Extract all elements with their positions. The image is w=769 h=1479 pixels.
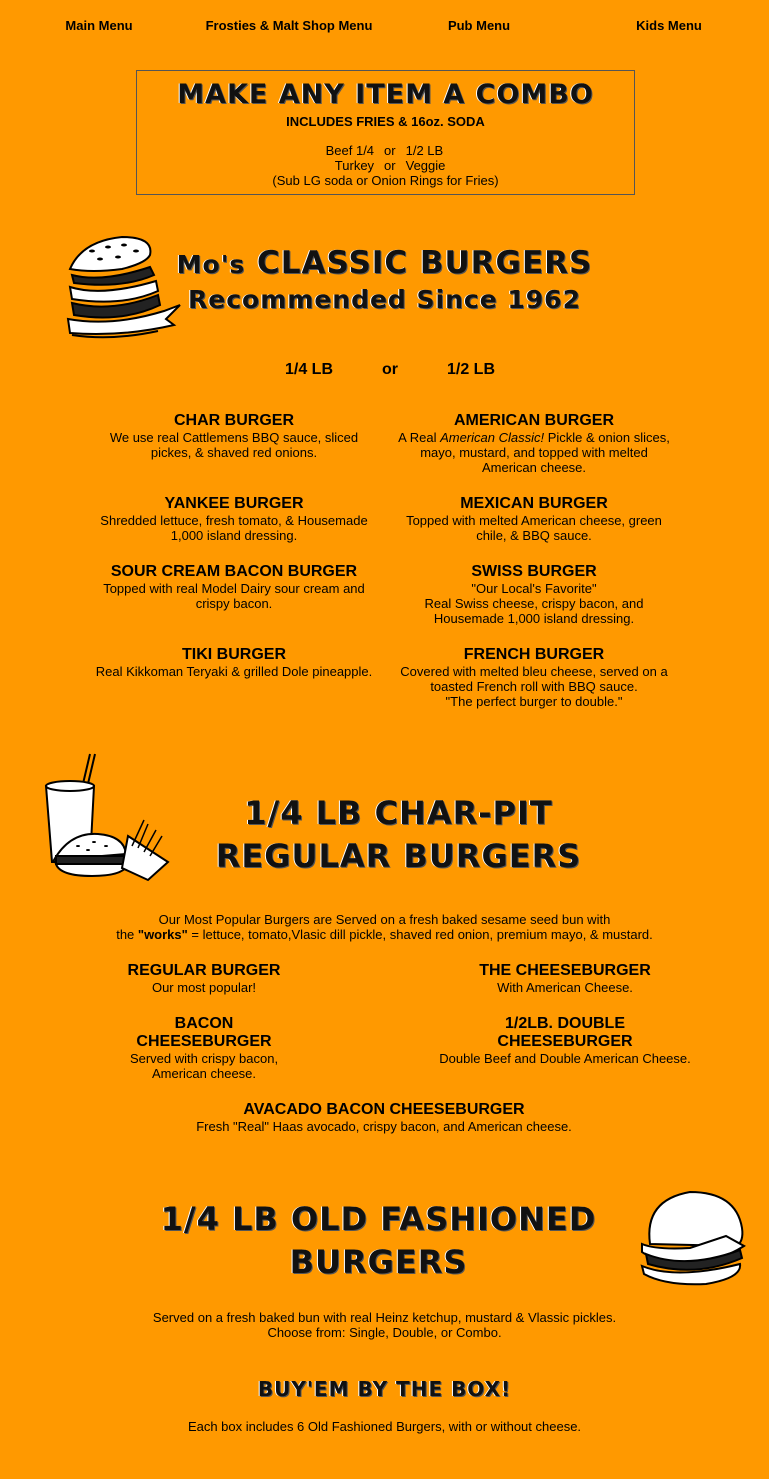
menu-item-bacon-cheeseburger: [124, 1015, 284, 1081]
item-name: MEXICAN BURGER: [460, 495, 608, 512]
combo-or: or: [384, 143, 396, 158]
charpit-title-line2: REGULAR BURGERS: [215, 837, 582, 875]
item-name: SOUR CREAM BACON BURGER: [110, 563, 358, 580]
menu-item-yankee-burger: [94, 495, 374, 543]
item-name: TIKI BURGER: [182, 646, 286, 663]
item-name: AVACADO BACON CHEESEBURGER: [243, 1101, 525, 1118]
menu-item-american-burger: [394, 412, 674, 475]
menu-item-french-burger: [394, 646, 674, 709]
combo-option-beef: Beef 1/4: [325, 143, 375, 158]
menu-item-tiki-burger: [84, 646, 384, 679]
menu-item-avacado-bacon-cheeseburger: [134, 1101, 634, 1134]
menu-item-regular-burger: [104, 962, 304, 995]
item-desc: Served with crispy bacon, American cheese.: [129, 1051, 279, 1081]
combo-options: [137, 143, 634, 188]
item-tagline: "Our Local's Favorite": [471, 581, 597, 596]
item-name: BACON CHEESEBURGER: [136, 1015, 272, 1050]
item-name: AMERICAN BURGER: [454, 412, 614, 429]
item-desc: Double Beef and Double American Cheese.: [439, 1051, 691, 1066]
item-name: YANKEE BURGER: [164, 495, 304, 512]
item-tagline: "The perfect burger to double.": [445, 694, 623, 709]
top-navigation: [0, 18, 769, 38]
menu-item-sour-cream-bacon-burger: [94, 563, 374, 611]
item-desc: Real Swiss cheese, crispy bacon, and Housemade 1,000 island dressing.: [424, 596, 644, 626]
classic-title-main: CLASSIC BURGERS: [257, 245, 593, 281]
item-desc: Topped with real Model Dairy sour cream and crispy bacon.: [103, 581, 365, 611]
classic-burgers-title: [0, 244, 769, 316]
combo-option-turkey: Turkey: [334, 158, 375, 173]
oldfashioned-title-line2: BURGERS: [289, 1243, 468, 1281]
charpit-intro: [0, 912, 769, 942]
charpit-intro-line2: the "works" = lettuce, tomato,Vlasic dill pickle, shaved red onion, premium mayo, & mustard.: [116, 927, 653, 942]
combo-box: [136, 70, 635, 195]
item-name: CHAR BURGER: [174, 412, 294, 429]
combo-option-veggie: Veggie: [405, 158, 446, 173]
nav-main-menu[interactable]: Main Menu: [65, 18, 133, 33]
item-name: FRENCH BURGER: [463, 646, 605, 663]
item-name: SWISS BURGER: [471, 563, 597, 580]
nav-kids-menu[interactable]: Kids Menu: [636, 18, 702, 33]
item-desc: Covered with melted bleu cheese, served on a toasted French roll with BBQ sauce.: [400, 664, 668, 694]
menu-item-double-cheeseburger: [420, 1015, 710, 1066]
oldfashioned-desc: [0, 1310, 769, 1340]
item-desc: Shredded lettuce, fresh tomato, & Housemade 1,000 island dressing.: [100, 513, 368, 543]
size-quarter-lb: 1/4 LB: [284, 361, 334, 378]
box-desc: Each box includes 6 Old Fashioned Burgers, with or without cheese.: [187, 1419, 582, 1434]
charpit-intro-line1: Our Most Popular Burgers are Served on a fresh baked sesame seed bun with: [158, 912, 611, 927]
classic-title-prefix: Mo's: [176, 250, 246, 279]
item-desc: Fresh "Real" Haas avocado, crispy bacon, and American cheese.: [196, 1119, 572, 1134]
oldfashioned-desc-line2: Choose from: Single, Double, or Combo.: [267, 1325, 502, 1340]
oldfashioned-desc-line1: Served on a fresh baked bun with real Heinz ketchup, mustard & Vlassic pickles.: [152, 1310, 617, 1325]
item-desc: Real Kikkoman Teryaki & grilled Dole pineapple.: [95, 664, 373, 679]
nav-pub-menu[interactable]: Pub Menu: [447, 18, 511, 33]
box-title: BUY'EM BY THE BOX!: [257, 1377, 512, 1401]
classic-subtitle: Recommended Since 1962: [188, 285, 581, 314]
item-desc: Topped with melted American cheese, green chile, & BBQ sauce.: [406, 513, 662, 543]
item-name: THE CHEESEBURGER: [479, 962, 651, 979]
charpit-title-line1: 1/4 LB CHAR-PIT: [244, 794, 553, 832]
charpit-title: [14, 792, 769, 878]
item-desc: A Real American Classic! Pickle & onion slices, mayo, mustard, and topped with melted American cheese.: [398, 430, 670, 475]
size-half-lb: 1/2 LB: [446, 361, 496, 378]
combo-subtitle: INCLUDES FRIES & 16oz. SODA: [286, 114, 485, 129]
menu-item-char-burger: [94, 412, 374, 460]
combo-option-half-lb: 1/2 LB: [405, 143, 444, 158]
item-name: 1/2LB. DOUBLE CHEESEBURGER: [497, 1015, 633, 1050]
item-name: REGULAR BURGER: [127, 962, 281, 979]
oldfashioned-title-line1: 1/4 LB OLD FASHIONED: [160, 1200, 597, 1238]
cheeseburger-icon: [636, 1188, 748, 1288]
combo-note: (Sub LG soda or Onion Rings for Fries): [272, 173, 499, 188]
nav-frosties-malt-shop-menu[interactable]: Frosties & Malt Shop Menu: [205, 18, 373, 33]
menu-item-mexican-burger: [394, 495, 674, 543]
size-or: or: [382, 361, 398, 378]
item-desc: With American Cheese.: [497, 980, 633, 995]
menu-item-swiss-burger: [394, 563, 674, 626]
combo-or: or: [384, 158, 396, 173]
item-desc: We use real Cattlemens BBQ sauce, sliced pickes, & shaved red onions.: [109, 430, 359, 460]
menu-item-the-cheeseburger: [420, 962, 710, 995]
combo-title: MAKE ANY ITEM A COMBO: [177, 79, 594, 110]
item-desc: Our most popular!: [151, 980, 257, 995]
